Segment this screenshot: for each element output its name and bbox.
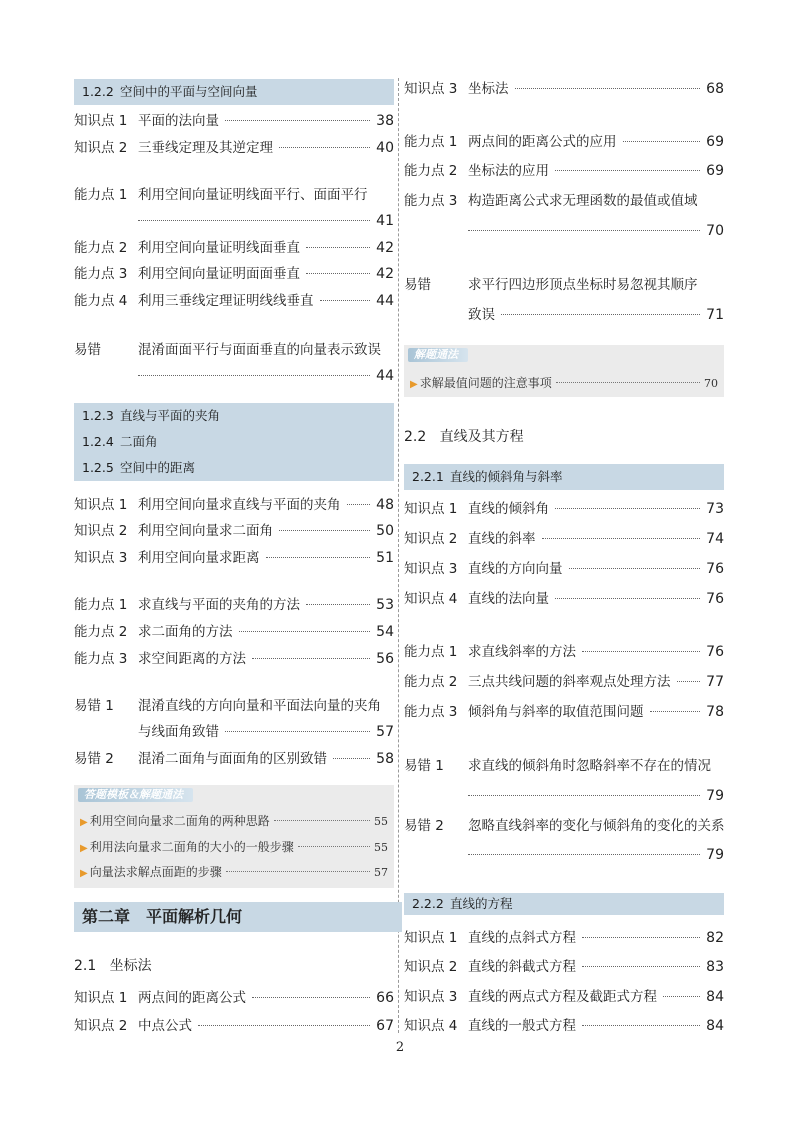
toc-entry[interactable] (74, 291, 394, 311)
entry-page: 42 (376, 266, 394, 282)
entry-label: 易错 1 (404, 758, 444, 774)
section-title: 直线的方程 (450, 896, 513, 911)
entry-title: 求直线与平面的夹角的方法 (138, 597, 300, 613)
section-number: 2.2.2 (412, 896, 444, 911)
section-band-1-2-3-to-1-2-5 (74, 403, 394, 481)
entry-label: 能力点 1 (74, 187, 128, 203)
entry-page: 44 (376, 293, 394, 309)
entry-label: 知识点 2 (74, 140, 128, 156)
entry-label: 能力点 4 (74, 293, 128, 309)
toc-entry[interactable] (74, 649, 394, 669)
entry-title: 直线的倾斜角 (468, 501, 549, 517)
entry-label: 易错 (74, 342, 101, 358)
triangle-right-icon: ▶ (80, 843, 88, 854)
entry-page: 70 (706, 223, 724, 239)
entry-title: 倾斜角与斜率的取值范围问题 (468, 704, 644, 720)
section-title: 坐标法 (109, 958, 152, 974)
entry-page: 82 (706, 930, 724, 946)
toc-entry[interactable] (74, 138, 394, 158)
section-number: 2.2.1 (412, 469, 444, 484)
entry-label: 知识点 1 (74, 497, 128, 513)
entry-label: 能力点 2 (404, 163, 458, 179)
entry-title: 求直线的倾斜角时忽略斜率不存在的情况 (468, 758, 711, 774)
toc-entry[interactable] (74, 238, 394, 258)
tips-box (404, 345, 724, 397)
toc-entry[interactable] (404, 816, 724, 836)
tip-text: 向量法求解点面距的步骤 (89, 865, 222, 879)
entry-page: 84 (706, 1018, 724, 1034)
entry-page: 42 (376, 240, 394, 256)
toc-entry[interactable] (404, 191, 724, 211)
tip-entry[interactable] (410, 374, 718, 392)
entry-page: 40 (376, 140, 394, 156)
toc-entry[interactable] (74, 749, 394, 769)
entry-title: 构造距离公式求无理函数的最值或值域 (468, 193, 698, 209)
entry-title: 坐标法的应用 (468, 163, 549, 179)
entry-title: 求直线斜率的方法 (468, 644, 576, 660)
triangle-right-icon: ▶ (80, 868, 88, 879)
entry-page: 44 (376, 368, 394, 384)
entry-label: 知识点 3 (404, 81, 458, 97)
entry-title: 利用空间向量证明面面垂直 (138, 266, 300, 282)
toc-entry[interactable] (74, 696, 394, 716)
entry-page: 69 (706, 163, 724, 179)
entry-page: 41 (376, 213, 394, 229)
toc-entry[interactable] (74, 264, 394, 284)
entry-label: 知识点 1 (404, 501, 458, 517)
toc-entry[interactable] (404, 529, 724, 549)
entry-title-continuation: 与线面角致错 (138, 724, 219, 740)
entry-label: 能力点 1 (74, 597, 128, 613)
entry-label: 能力点 3 (74, 651, 128, 667)
entry-title: 利用三垂线定理证明线线垂直 (138, 293, 314, 309)
section-title: 二面角 (120, 434, 158, 449)
toc-entry[interactable] (74, 111, 394, 131)
entry-label: 知识点 3 (404, 989, 458, 1005)
entry-page: 57 (376, 724, 394, 740)
entry-label: 能力点 3 (404, 193, 458, 209)
entry-page: 50 (376, 523, 394, 539)
entry-title: 利用空间向量求距离 (138, 550, 260, 566)
tip-page: 55 (374, 815, 388, 828)
tip-entry[interactable] (80, 812, 388, 830)
entry-page: 76 (706, 644, 724, 660)
tip-entry[interactable] (80, 838, 388, 856)
section-title: 空间中的距离 (120, 460, 196, 475)
entry-label: 能力点 2 (404, 674, 458, 690)
entry-title: 直线的两点式方程及截距式方程 (468, 989, 657, 1005)
entry-title: 两点间的距离公式的应用 (468, 134, 617, 150)
entry-title: 混淆直线的方向向量和平面法向量的夹角 (138, 698, 381, 714)
entry-page: 79 (706, 788, 724, 804)
toc-entry[interactable] (404, 672, 724, 692)
tip-page: 70 (704, 377, 718, 390)
entry-label: 知识点 4 (404, 591, 458, 607)
entry-label: 知识点 1 (74, 113, 128, 129)
toc-entry[interactable] (404, 1016, 724, 1036)
tip-text: 利用法向量求二面角的大小的一般步骤 (89, 840, 294, 854)
entry-page: 48 (376, 497, 394, 513)
toc-entry[interactable] (74, 521, 394, 541)
entry-title: 忽略直线斜率的变化与倾斜角的变化的关系 (468, 818, 725, 834)
entry-title: 利用空间向量证明线面垂直 (138, 240, 300, 256)
section-band-2-2-2 (404, 893, 724, 915)
toc-entry[interactable] (74, 988, 394, 1008)
section-title: 直线与平面的夹角 (120, 408, 221, 423)
entry-page: 69 (706, 134, 724, 150)
toc-entry[interactable] (404, 275, 724, 295)
section-band-1-2-2 (74, 79, 394, 105)
entry-page: 38 (376, 113, 394, 129)
section-number: 1.2.4 (82, 434, 114, 449)
entry-page: 83 (706, 959, 724, 975)
section-title: 空间中的平面与空间向量 (120, 84, 258, 99)
entry-label: 能力点 1 (404, 644, 458, 660)
section-band-2-2-1 (404, 464, 724, 490)
triangle-right-icon: ▶ (410, 379, 418, 390)
chapter-title: 第二章 平面解析几何 (74, 902, 402, 932)
tip-page: 55 (374, 841, 388, 854)
section-number: 2.2 (404, 429, 427, 445)
tips-banner: 答题模板＆解题通法 (78, 788, 193, 802)
entry-title: 直线的斜率 (468, 531, 536, 547)
toc-entry-continuation[interactable] (404, 305, 724, 325)
toc-entry-continuation[interactable] (74, 722, 394, 742)
entry-label: 易错 2 (404, 818, 444, 834)
entry-label: 易错 (404, 277, 431, 293)
toc-entry[interactable] (74, 185, 394, 205)
entry-label: 能力点 1 (404, 134, 458, 150)
entry-page: 58 (376, 751, 394, 767)
section-number: 1.2.5 (82, 460, 114, 475)
toc-entry-continuation[interactable] (404, 845, 724, 865)
entry-title: 直线的一般式方程 (468, 1018, 576, 1034)
entry-title: 三垂线定理及其逆定理 (138, 140, 273, 156)
section-heading (74, 956, 394, 976)
entry-title: 坐标法 (468, 81, 509, 97)
entry-label: 知识点 3 (404, 561, 458, 577)
entry-page: 54 (376, 624, 394, 640)
tips-box (74, 785, 394, 888)
entry-title: 中点公式 (138, 1018, 192, 1034)
toc-entry-continuation[interactable] (404, 786, 724, 806)
entry-title-continuation: 致误 (468, 307, 495, 323)
toc-entry[interactable] (404, 756, 724, 776)
entry-page: 67 (376, 1018, 394, 1034)
entry-label: 知识点 3 (74, 550, 128, 566)
entry-page: 84 (706, 989, 724, 1005)
toc-entry[interactable] (74, 622, 394, 642)
entry-title: 求空间距离的方法 (138, 651, 246, 667)
entry-label: 知识点 4 (404, 1018, 458, 1034)
toc-entry[interactable] (404, 589, 724, 609)
entry-label: 知识点 2 (74, 523, 128, 539)
tip-text: 利用空间向量求二面角的两种思路 (89, 814, 270, 828)
toc-entry[interactable] (404, 642, 724, 662)
entry-page: 76 (706, 561, 724, 577)
entry-label: 知识点 1 (404, 930, 458, 946)
entry-page: 79 (706, 847, 724, 863)
toc-entry[interactable] (404, 928, 724, 948)
entry-page: 73 (706, 501, 724, 517)
entry-label: 能力点 2 (74, 624, 128, 640)
entry-title: 利用空间向量求二面角 (138, 523, 273, 539)
toc-entry[interactable] (74, 1016, 394, 1036)
entry-page: 71 (706, 307, 724, 323)
entry-title: 混淆二面角与面面角的区别致错 (138, 751, 327, 767)
section-number: 2.1 (74, 958, 97, 974)
entry-label: 能力点 3 (74, 266, 128, 282)
tips-banner: 解题通法 (408, 348, 468, 362)
toc-entry[interactable] (404, 132, 724, 152)
entry-title: 利用空间向量求直线与平面的夹角 (138, 497, 341, 513)
toc-entry[interactable] (404, 161, 724, 181)
tip-entry[interactable] (80, 863, 388, 881)
toc-entry[interactable] (404, 559, 724, 579)
entry-title: 直线的方向向量 (468, 561, 563, 577)
entry-label: 知识点 1 (74, 990, 128, 1006)
triangle-right-icon: ▶ (80, 817, 88, 828)
toc-entry-continuation[interactable] (404, 221, 724, 241)
entry-label: 能力点 3 (404, 704, 458, 720)
entry-page: 68 (706, 81, 724, 97)
entry-title: 两点间的距离公式 (138, 990, 246, 1006)
toc-entry[interactable] (404, 987, 724, 1007)
column-divider (398, 78, 399, 1033)
entry-page: 76 (706, 591, 724, 607)
section-number: 1.2.2 (82, 84, 114, 99)
entry-page: 77 (706, 674, 724, 690)
toc-entry-continuation[interactable] (74, 366, 394, 386)
entry-page: 51 (376, 550, 394, 566)
toc-entry[interactable] (74, 548, 394, 568)
toc-entry[interactable] (74, 595, 394, 615)
toc-entry-continuation[interactable] (74, 211, 394, 231)
toc-entry[interactable] (404, 957, 724, 977)
entry-page: 74 (706, 531, 724, 547)
entry-label: 易错 1 (74, 698, 114, 714)
toc-entry[interactable] (404, 499, 724, 519)
entry-label: 知识点 2 (74, 1018, 128, 1034)
entry-label: 知识点 2 (404, 959, 458, 975)
entry-label: 能力点 2 (74, 240, 128, 256)
section-title: 直线的倾斜角与斜率 (450, 469, 563, 484)
entry-label: 易错 2 (74, 751, 114, 767)
entry-title: 求二面角的方法 (138, 624, 233, 640)
entry-title: 求平行四边形顶点坐标时易忽视其顺序 (468, 277, 698, 293)
entry-page: 53 (376, 597, 394, 613)
entry-title: 三点共线问题的斜率观点处理方法 (468, 674, 671, 690)
section-number: 1.2.3 (82, 408, 114, 423)
entry-page: 78 (706, 704, 724, 720)
section-heading (404, 427, 724, 447)
entry-page: 66 (376, 990, 394, 1006)
entry-title: 直线的法向量 (468, 591, 549, 607)
entry-title: 混淆面面平行与面面垂直的向量表示致误 (138, 342, 381, 358)
entry-title: 利用空间向量证明线面平行、面面平行 (138, 187, 368, 203)
entry-label: 知识点 2 (404, 531, 458, 547)
toc-entry[interactable] (74, 495, 394, 515)
toc-entry[interactable] (74, 340, 394, 360)
entry-page: 56 (376, 651, 394, 667)
entry-title: 直线的斜截式方程 (468, 959, 576, 975)
tip-page: 57 (374, 866, 388, 879)
section-title: 直线及其方程 (439, 429, 524, 445)
toc-entry[interactable] (404, 702, 724, 722)
page-number: 2 (395, 1040, 405, 1055)
entry-title: 平面的法向量 (138, 113, 219, 129)
tip-text: 求解最值问题的注意事项 (419, 376, 552, 390)
toc-entry[interactable] (404, 79, 724, 99)
entry-title: 直线的点斜式方程 (468, 930, 576, 946)
